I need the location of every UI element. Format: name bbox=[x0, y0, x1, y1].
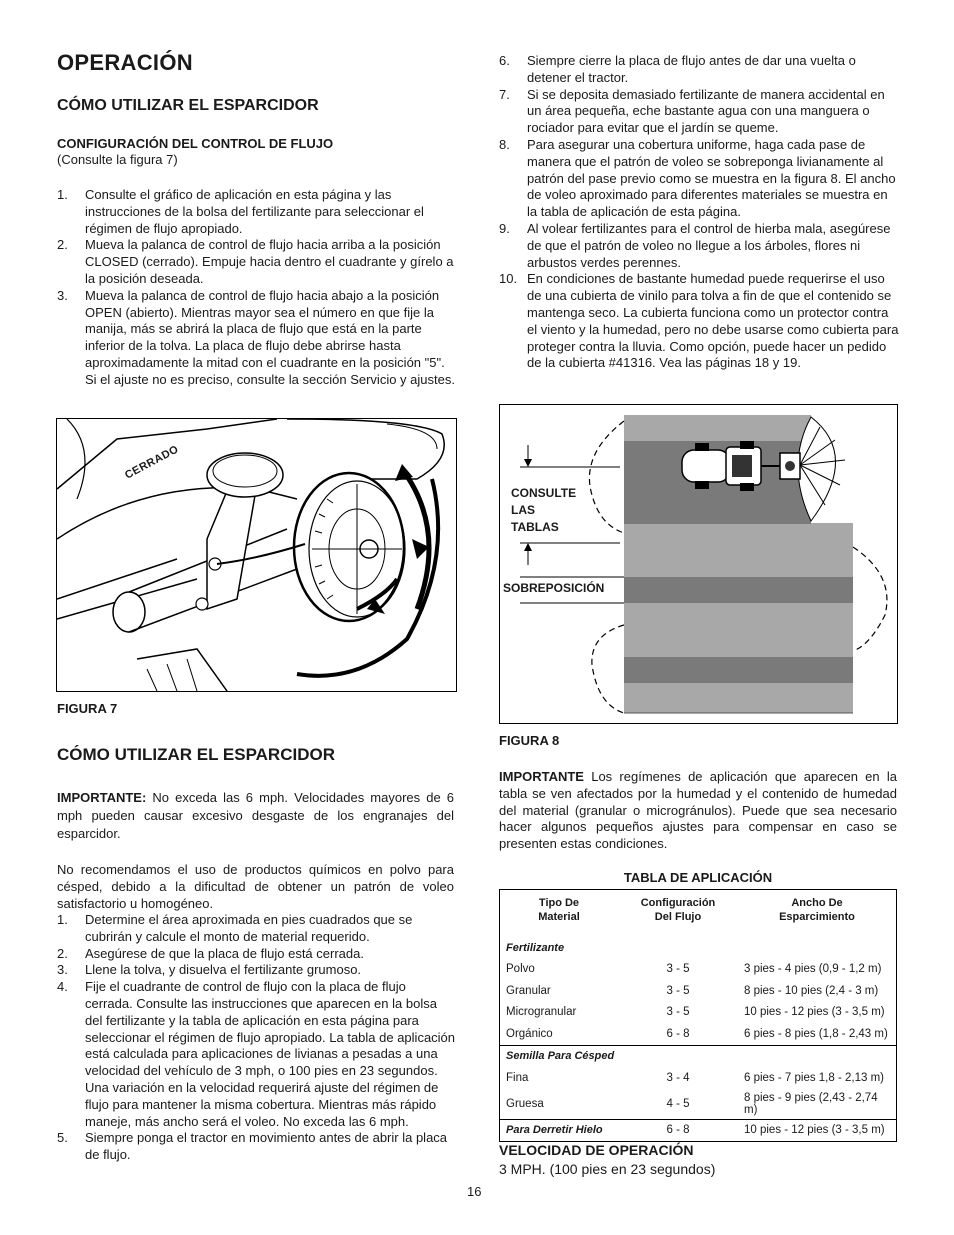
speed-heading: VELOCIDAD DE OPERACIÓN bbox=[499, 1142, 694, 1158]
list-item: 7. Si se deposita demasiado fertilizante de manera accidental en un área pequeña, eche bastante agua con una manguera o rociador para evitar que el jardín se queme. bbox=[499, 86, 885, 136]
list-item: 9. Al volear fertilizantes para el control de hierba mala, asegúrese de que el patrón de voleo no llegue a los árboles, flores ni arbustos verdes perennes. bbox=[499, 220, 891, 270]
table-group-row: Semilla Para Césped bbox=[500, 1045, 897, 1067]
list-item: 3. Mueva la palanca de control de flujo hacia abajo a la posición OPEN (abierto). Mientras mayor sea el número en que fije la manija, más se abrirá la placa de flujo que está en la parte inferior de la tolva. La placa de flujo debe abrirse hasta aproximadamente la mitad con el cuadrante en la posición "5". Si el ajuste no es preciso, consulte la sección Servicio y ajustes. bbox=[57, 287, 455, 387]
list-item: 10. En condiciones de bastante humedad puede requerirse el uso de una cubierta de vinilo para tolva a fin de que el contenido se mantenga seco. La cubierta funciona como un protector contra el viento y la humedad, pero no debe usarse como cubierta para proteger contra la lluvia. Como opción, puede hacer un pedido de la cubierta #41316. Vea las páginas 18 y 19. bbox=[499, 271, 899, 371]
section2-important: IMPORTANTE: No exceda las 6 mph. Velocidades mayores de 6 mph pueden causar excesivo desgaste de los engranajes del esparcidor. bbox=[57, 790, 454, 841]
list-item: 6. Siempre cierre la placa de flujo antes de dar una vuelta o detener el tractor. bbox=[499, 53, 856, 85]
right-steps bbox=[499, 53, 899, 372]
table-title: TABLA DE APLICACIÓN bbox=[623, 870, 773, 885]
section2-intro: No recomendamos el uso de productos químicos en polvo para césped, debido a la dificultad de obtener un patrón de voleo satisfactorio u homogéneo. bbox=[57, 862, 454, 911]
table-group-row: Fertilizante bbox=[506, 941, 565, 954]
list-item: 3. Llene la tolva, y disuelva el fertilizante grumoso. bbox=[57, 962, 362, 978]
figure-7-label: FIGURA 7 bbox=[57, 701, 118, 716]
important-note: IMPORTANTE Los regímenes de aplicación que aparecen en la tabla se ven afectados por la humedad y el contenido de humedad del material (granular o microgránulos). Puede que sea necesario hacer algunos pequeños ajustes para compensar en caso se presenten estas condiciones. bbox=[499, 769, 897, 852]
figure8-overlap-label: SOBREPOSICIÓN bbox=[503, 581, 605, 595]
figure-8-label: FIGURA 8 bbox=[499, 733, 560, 748]
table-header: Configuración Del Flujo bbox=[640, 897, 716, 923]
section1-heading: CÓMO UTILIZAR EL ESPARCIDOR bbox=[57, 97, 319, 114]
list-item: 5. Siempre ponga el tractor en movimiento antes de abrir la placa de flujo. bbox=[57, 1130, 448, 1163]
table-row: Gruesa 4 - 5 8 pies - 9 pies (2,43 - 2,74 m) bbox=[506, 1091, 878, 1116]
page-title: OPERACIÓN bbox=[57, 50, 193, 75]
section2-heading: CÓMO UTILIZAR EL ESPARCIDOR bbox=[57, 745, 335, 764]
table-row: Orgánico 6 - 8 6 pies - 8 pies (1,8 - 2,43 m) bbox=[506, 1027, 888, 1040]
overlap-diagram bbox=[500, 405, 897, 723]
list-item: 1. Consulte el gráfico de aplicación en esta página y las instrucciones de la bolsa del fertilizante para seleccionar el régimen de flujo apropiado. bbox=[57, 187, 424, 236]
list-item: 2. Mueva la palanca de control de flujo hacia arriba a la posición CLOSED (cerrado). Empuje hacia dentro el cuadrante y gírelo a la posición deseada. bbox=[57, 237, 454, 286]
table-header: Tipo De Material bbox=[538, 897, 580, 923]
spreader-illustration bbox=[57, 419, 456, 691]
section1-subheading: CONFIGURACIÓN DEL CONTROL DE FLUJO bbox=[57, 136, 334, 151]
list-item: 2. Asegúrese de que la placa de flujo está cerrada. bbox=[57, 945, 364, 961]
table-header: Ancho De Esparcimiento bbox=[779, 897, 855, 923]
table-row: Microgranular 3 - 5 10 pies - 12 pies (3 - 3,5 m) bbox=[506, 1006, 885, 1019]
list-item: 8. Para asegurar una cobertura uniforme, haga cada pase de manera que el patrón de voleo se sobreponga livianamente al patrón del pase previo como se muestra en la figura 8. El ancho de voleo aproximado para diferentes materiales se muestra en la tabla de aplicación de esta página. bbox=[499, 136, 896, 220]
section1-subnote: (Consulte la figura 7) bbox=[57, 152, 178, 167]
list-item: 1. Determine el área aproximada en pies cuadrados que se cubrirán y calcule el monto de material requerido. bbox=[57, 912, 413, 944]
table-row: Granular 3 - 5 8 pies - 10 pies (2,4 - 3 m) bbox=[506, 984, 879, 997]
speed-text: 3 MPH. (100 pies en 23 segundos) bbox=[499, 1161, 716, 1177]
table-row: Para Derretir Hielo 6 - 8 10 pies - 12 pies (3 - 3,5 m) bbox=[500, 1119, 897, 1142]
table-row: Polvo 3 - 5 3 pies - 4 pies (0,9 - 1,2 m) bbox=[506, 963, 882, 976]
figure8-consult-label: CONSULTE LAS TABLAS bbox=[511, 486, 577, 534]
table-row: Fina 3 - 4 6 pies - 7 pies 1,8 - 2,13 m) bbox=[506, 1071, 884, 1084]
application-table bbox=[499, 889, 897, 1142]
figure7-callout-closed: CERRADO bbox=[123, 443, 181, 482]
figure-7 bbox=[56, 418, 457, 692]
list-item: 4. Fije el cuadrante de control de flujo con la placa de flujo cerrada. Consulte las instrucciones que aparecen en la bolsa del fertilizante y la tabla de aplicación en esta página para seleccionar el régimen de flujo apropiado. La tabla de aplicación está calculada para aplicaciones de livianas a pesadas a una velocidad del vehículo de 3 mph, o 100 pies en 23 segundos. Una variación en la velocidad requerirá ajuste del régimen de flujo para mantener la misma cobertura. Mientras más rápido maneje, más ancho será el voleo. No exceda las 6 mph. bbox=[57, 979, 456, 1129]
section2-steps bbox=[57, 912, 457, 1164]
page-number: 16 bbox=[467, 1184, 482, 1199]
figure-8 bbox=[499, 404, 898, 724]
section1-steps bbox=[57, 187, 457, 389]
